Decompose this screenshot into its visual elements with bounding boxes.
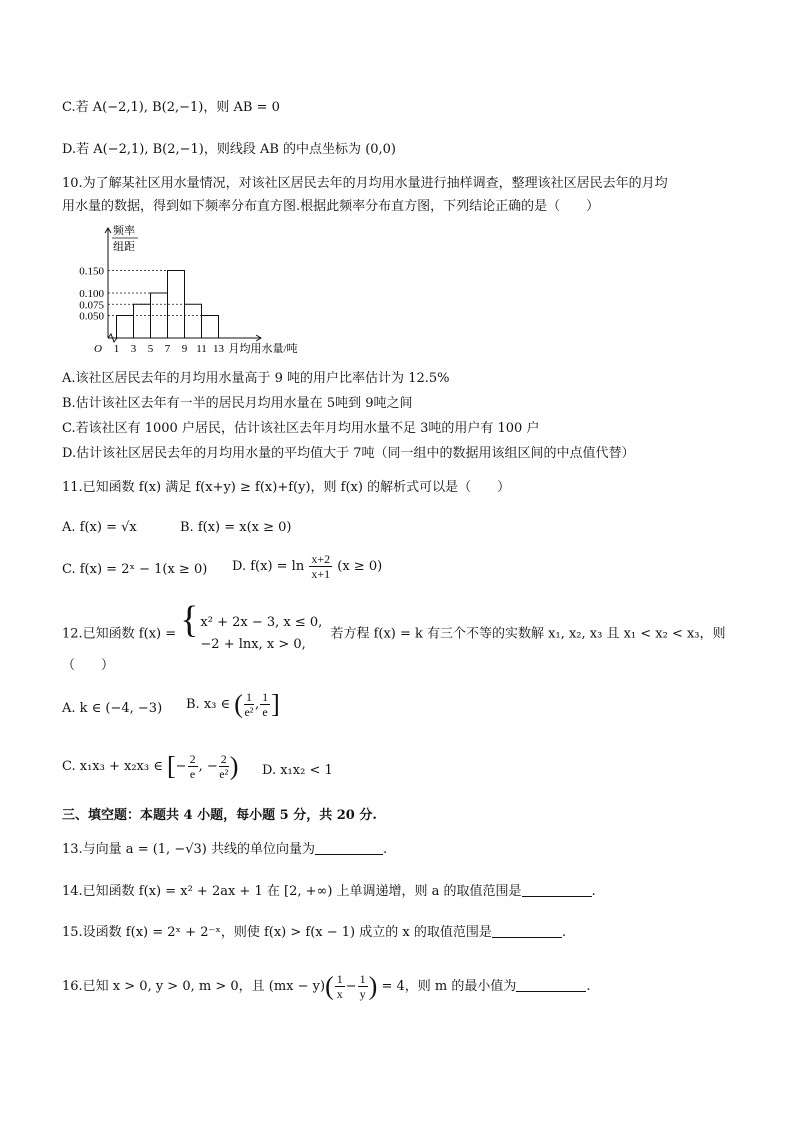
q12-c-frac1 (188, 752, 198, 781)
q14-answer-blank[interactable] (522, 882, 592, 897)
q10-option-d: D.估计该社区居民去年的月均用水量的平均值大于 7吨（同一组中的数据用该组区间的中点值代替） (62, 446, 635, 461)
x-tick-label: 7 (164, 343, 171, 355)
q14-text: 14.已知函数 f(x) = x² + 2ax + 1 在 [2, +∞) 上单调递增，则 a 的取值范围是 (62, 884, 522, 899)
x-axis-label: 月均用水量/吨 (228, 343, 298, 355)
q10-stem-line1: 10.为了解某社区用水量情况，对该社区居民去年的月均用水量进行抽样调查，整理该社区居民去年的月均 (62, 176, 668, 191)
q12-b-den1: e² (244, 705, 254, 719)
q12-c-num2: 2 (220, 752, 227, 766)
q12-c-num1: 2 (189, 752, 196, 766)
y-tick-label: 0.100 (79, 288, 104, 300)
q15-answer-blank[interactable] (492, 923, 562, 938)
q12-prefix: 12.已知函数 f(x) = (62, 626, 177, 642)
q11-option-b: B. f(x) = x(x ≥ 0) (180, 520, 292, 535)
x-tick-label: 1 (113, 343, 120, 355)
q16-den1: x (336, 987, 343, 1001)
q12-option-a: A. k ∈ (−4, −3) (62, 701, 163, 716)
section-heading: 三、填空题：本题共 4 小题，每小题 5 分，共 20 分. (62, 808, 377, 823)
q9-option-d: D.若 A(−2,1), B(2,−1)，则线段 AB 的中点坐标为 (0,0) (62, 142, 397, 157)
q10-option-a: A.该社区居民去年的月均用水量高于 9 吨的用户比率估计为 12.5% (62, 371, 450, 386)
x-tick-label: 13 (213, 343, 224, 355)
q15-period: . (561, 925, 566, 940)
q12-b-frac1 (244, 690, 254, 719)
q12-c-frac2 (219, 752, 229, 781)
y-axis-label-top: 频率 (113, 225, 135, 237)
q12-brace: { (180, 598, 199, 641)
q16-text: 16.已知 x > 0, y > 0, m > 0，且 (mx − y) (62, 979, 326, 994)
x-tick-label: 3 (130, 343, 137, 355)
histogram-bar (117, 316, 134, 339)
q12-b-den2: e (262, 705, 268, 719)
q12-b-num1: 1 (245, 690, 252, 704)
q12-case-1: x² + 2x − 3, x ≤ 0, (200, 615, 323, 630)
q12-b-prefix: B. x₃ ∈ (186, 697, 231, 712)
q12-suffix: 若方程 f(x) = k 有三个不等的实数解 x₁, x₂, x₃ 且 x₁ < x₂ < x₃，则 (330, 626, 726, 642)
histogram-bar (185, 304, 202, 338)
q15-text: 15.设函数 f(x) = 2ˣ + 2⁻ˣ，则使 f(x) > f(x − 1) 成立的 x 的取值范围是 (62, 925, 492, 940)
q11-d-numerator: x+2 (311, 552, 331, 566)
q11-d-denominator: x+1 (311, 567, 331, 581)
q10-option-c: C.若该社区有 1000 户居民，估计该社区去年月均用水量不足 3吨的用户有 100 户 (62, 421, 540, 436)
q11-d-suffix: (x ≥ 0) (337, 559, 383, 574)
q11-option-a: A. f(x) = √x (62, 520, 137, 535)
q9-option-c: C.若 A(−2,1), B(2,−1)，则 AB = 0 (62, 100, 280, 115)
q16-num2: 1 (359, 972, 366, 986)
y-tick-label: 0.075 (79, 299, 104, 312)
y-tick-label: 0.150 (79, 265, 104, 278)
q12-c-den1: e (189, 767, 196, 781)
q12-stem (62, 598, 726, 656)
q12-b-frac2 (260, 690, 270, 719)
q16-frac1 (335, 972, 345, 1001)
q12-option-d: D. x₁x₂ < 1 (262, 763, 333, 778)
q16-period: . (586, 979, 591, 994)
q16-den2: y (359, 987, 366, 1001)
q12-b-num2: 1 (262, 690, 269, 704)
q12-cases (200, 612, 322, 656)
x-tick-label: 5 (147, 343, 154, 355)
q16-num1: 1 (336, 972, 343, 986)
q11-option-d (232, 552, 382, 581)
q11-d-fraction (309, 552, 332, 581)
y-axis-label-bottom: 组距 (113, 241, 135, 253)
q11-stem: 11.已知函数 f(x) 满足 f(x+y) ≥ f(x)+f(y)，则 f(x) 的解析式可以是（ ） (62, 480, 511, 495)
q10-stem-line2: 用水量的数据，得到如下频率分布直方图.根据此频率分布直方图，下列结论正确的是（ ） (62, 199, 600, 214)
q12-answer-paren: （ ） (62, 658, 115, 673)
q13-text: 13.与向量 a = (1, −√3) 共线的单位向量为 (62, 842, 315, 857)
q16: 16.已知 x > 0, y > 0, m > 0，且 (mx − y)( $\frac{1}{x}$ − $\frac{1}{y}$ ) = 4，则 m 的最小值为 . (62, 971, 591, 1001)
x-tick-label: 11 (196, 343, 207, 355)
q12-c-den2: e² (219, 767, 229, 781)
q12-option-c: C. x₁x₃ + x₂x₃ ∈ [− $\frac{2}{e}$ , − $\frac{2}{\text{e²}}$ ) (62, 751, 239, 781)
x-tick-label: 9 (181, 343, 188, 355)
histogram-bar (134, 304, 151, 338)
q10-option-b: B.估计该社区去年有一半的居民月均用水量在 5吨到 9吨之间 (62, 396, 413, 411)
histogram-chart (62, 222, 342, 362)
q11-d-prefix: D. f(x) = ln (232, 559, 305, 574)
q13-period: . (382, 842, 388, 857)
q12-case-2: −2 + lnx, x > 0, (200, 637, 306, 652)
q16-frac2 (358, 972, 368, 1001)
q15 (62, 923, 566, 943)
q13-answer-blank[interactable] (315, 840, 383, 855)
q12-option-b: B. x₃ ∈ ( $\frac{1}{\text{e²}}$ , $\frac{1}{e}$ ] (186, 689, 280, 719)
q11-option-c: C. f(x) = 2ˣ − 1(x ≥ 0) (62, 562, 208, 577)
y-tick-label: 0.050 (79, 310, 104, 323)
q12-c-prefix: C. x₁x₃ + x₂x₃ ∈ (62, 759, 163, 774)
q13 (62, 840, 387, 860)
q14-period: . (591, 884, 596, 899)
q16-answer-blank[interactable] (516, 977, 586, 992)
origin-label: O (94, 343, 102, 355)
q14 (62, 882, 596, 902)
q16-mid-text: = 4，则 m 的最小值为 (381, 979, 517, 994)
histogram-bar (202, 316, 219, 339)
